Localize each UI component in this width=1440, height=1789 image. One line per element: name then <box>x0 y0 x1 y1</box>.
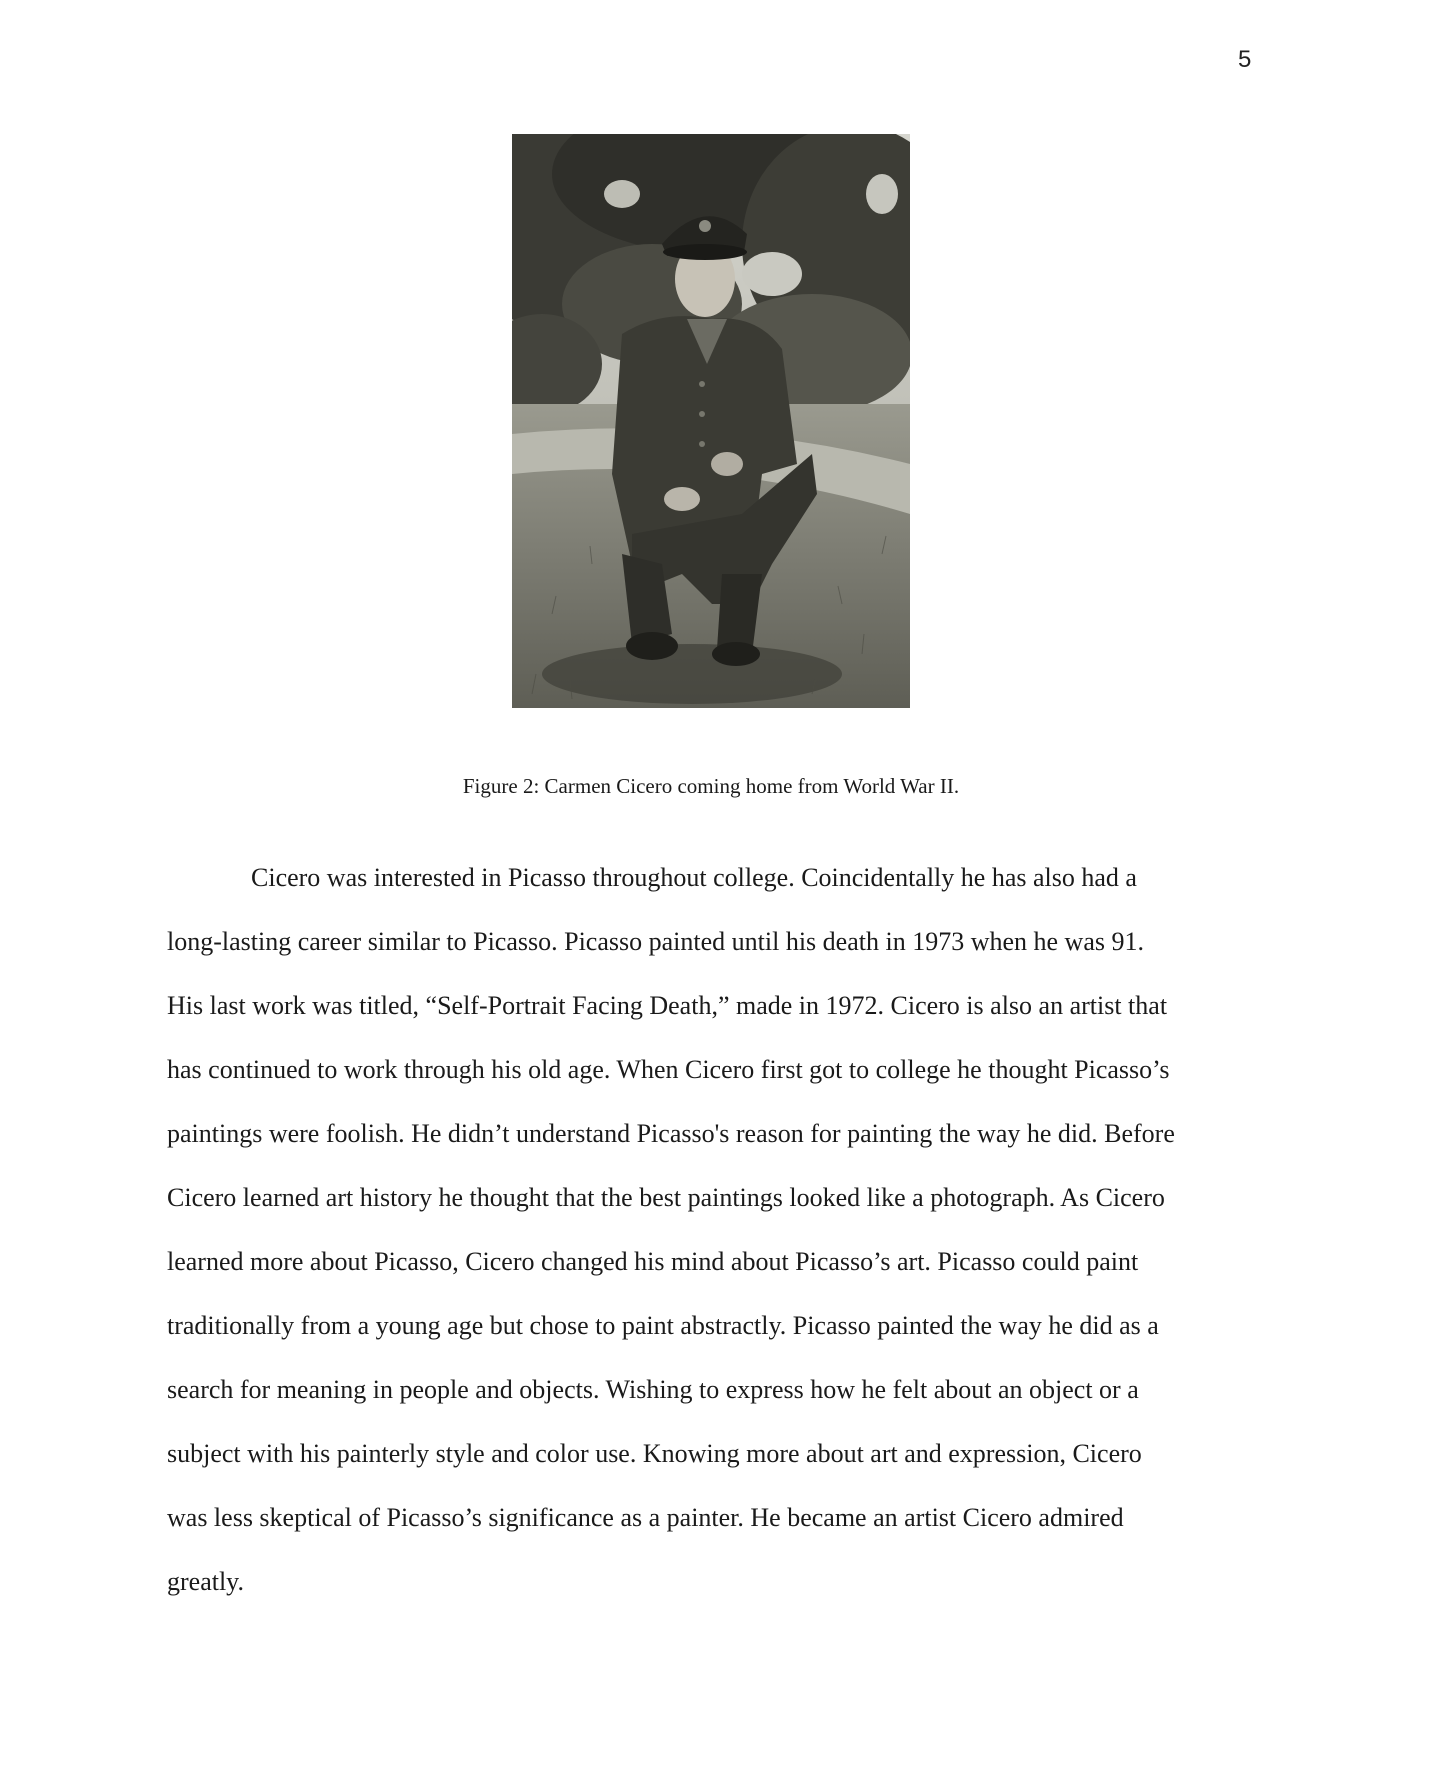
body-line: greatly. <box>167 1567 244 1596</box>
body-line: learned more about Picasso, Cicero changed his mind about Picasso’s art. Picasso could paint <box>167 1247 1139 1276</box>
body-line: was less skeptical of Picasso’s significance as a painter. He became an artist Cicero admired <box>167 1503 1124 1532</box>
body-line: Cicero was interested in Picasso throughout college. Coincidentally he has also had a <box>251 863 1137 892</box>
body-line: subject with his painterly style and color use. Knowing more about art and expression, Cicero <box>167 1439 1142 1468</box>
figure-photo <box>512 134 910 708</box>
page-number: 5 <box>1238 46 1252 73</box>
soldier-photo-illustration <box>512 134 910 708</box>
body-line: has continued to work through his old age. When Cicero first got to college he thought Picasso’s <box>167 1055 1170 1084</box>
figure-caption: Figure 2: Carmen Cicero coming home from World War II. <box>462 774 960 798</box>
body-paragraph <box>167 846 1259 1614</box>
body-line: paintings were foolish. He didn’t understand Picasso's reason for painting the way he did. Before <box>167 1119 1175 1148</box>
body-line: long-lasting career similar to Picasso. Picasso painted until his death in 1973 when he was 91. <box>167 927 1144 956</box>
body-line: traditionally from a young age but chose to paint abstractly. Picasso painted the way he did as a <box>167 1311 1159 1340</box>
body-line: Cicero learned art history he thought that the best paintings looked like a photograph. As Cicero <box>167 1183 1165 1212</box>
body-line: search for meaning in people and objects. Wishing to express how he felt about an object or a <box>167 1375 1139 1404</box>
body-line: His last work was titled, “Self-Portrait Facing Death,” made in 1972. Cicero is also an artist that <box>167 991 1168 1020</box>
